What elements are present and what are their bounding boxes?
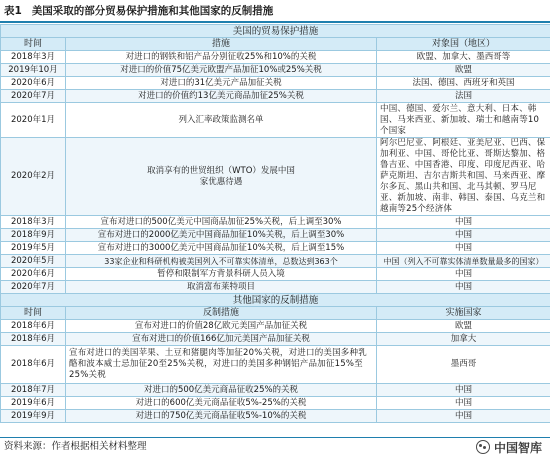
source-note: 资料来源：作者根据相关材料整理 (4, 441, 147, 452)
row-time: 2020年6月 (1, 268, 66, 281)
column-header-time: 时间 (1, 307, 66, 320)
table-row (1, 397, 550, 410)
table-row (1, 229, 550, 242)
section-header-us (1, 25, 550, 38)
table-row (1, 90, 550, 103)
row-measure: 宣布对进口的价值28亿欧元美国产品加征关税 (66, 320, 377, 333)
table-title: 美国采取的部分贸易保护措施和其他国家的反制措施 (31, 5, 274, 17)
row-measure: 对进口的500亿美元商品征收25%的关税 (66, 384, 377, 397)
row-measure: 对进口的价值75亿美元欧盟产品加征10%或25%关税 (66, 64, 377, 77)
row-time: 2019年5月 (1, 242, 66, 255)
row-time: 2018年3月 (1, 216, 66, 229)
row-target: 中国 (377, 281, 550, 294)
row-measure: 宣布对进口的价值166亿加元美国产品加征关税 (66, 333, 377, 346)
row-target: 中国 (377, 229, 550, 242)
row-measure: 宣布对进口的美国苹果、土豆和猪腿肉等加征20%关税，对进口的美国多种乳酪和波本威士忌加征20至25%关税，对进口的美国多种钢铝产品加征15%至25%关税 (66, 346, 377, 384)
row-target: 阿尔巴尼亚、阿根廷、亚美尼亚、巴西、保加利亚、中国、哥伦比亚、哥斯达黎加、格鲁吉亚、中国香港、印度、印度尼西亚、哈萨克斯坦、吉尔吉斯共和国、马来西亚、摩尔多瓦、黑山共和国、北马其顿、罗马尼亚、新加坡、南非、韩国、泰国、乌克兰和越南等25个经济体 (377, 138, 550, 216)
column-header-measure: 反制措施 (66, 307, 377, 320)
column-header-time: 时间 (1, 38, 66, 51)
table-row (1, 384, 550, 397)
row-time: 2018年6月 (1, 320, 66, 333)
row-target: 中国（列入不可靠实体清单数量最多的国家） (377, 255, 550, 268)
row-measure: 33家企业和科研机构被美国列入不可靠实体清单，总数达到363个 (66, 255, 377, 268)
row-target: 中国 (377, 397, 550, 410)
row-target: 欧盟 (377, 64, 550, 77)
row-target: 中国、德国、爱尔兰、意大利、日本、韩国、马来西亚、新加坡、瑞士和越南等10个国家 (377, 103, 550, 138)
column-header-target: 对象国（地区） (377, 38, 550, 51)
row-target: 中国 (377, 384, 550, 397)
table-row (1, 103, 550, 138)
section-title: 其他国家的反制措施 (1, 294, 550, 307)
table-row (1, 268, 550, 281)
row-time: 2018年6月 (1, 333, 66, 346)
row-measure: 列入汇率政策监测名单 (66, 103, 377, 138)
row-target: 欧盟、加拿大、墨西哥等 (377, 51, 550, 64)
row-target: 中国 (377, 242, 550, 255)
row-measure: 对进口的750亿美元商品征收5%-10%的关税 (66, 410, 377, 423)
table-row (1, 77, 550, 90)
row-target: 法国 (377, 90, 550, 103)
watermark (476, 437, 542, 457)
row-time: 2020年1月 (1, 103, 66, 138)
row-time: 2020年6月 (1, 77, 66, 90)
row-time: 2018年3月 (1, 51, 66, 64)
row-time: 2019年9月 (1, 410, 66, 423)
row-time: 2020年7月 (1, 281, 66, 294)
row-time: 2019年6月 (1, 397, 66, 410)
row-target: 中国 (377, 216, 550, 229)
row-measure: 对进口的600亿美元商品征收5%-25%的关税 (66, 397, 377, 410)
table-row (1, 64, 550, 77)
column-header-target: 实施国家 (377, 307, 550, 320)
trade-measures-table (0, 24, 550, 423)
table-row (1, 410, 550, 423)
row-measure: 对进口的价值约13亿美元商品加征25%关税 (66, 90, 377, 103)
table-number: 表1 (4, 5, 22, 17)
table-bottom-rule (0, 437, 550, 438)
table-row (1, 281, 550, 294)
column-header-measure: 措施 (66, 38, 377, 51)
row-time: 2020年5月 (1, 255, 66, 268)
row-target: 欧盟 (377, 320, 550, 333)
table-row (1, 346, 550, 384)
row-time: 2018年7月 (1, 384, 66, 397)
table-caption (4, 3, 273, 19)
row-measure: 宣布对进口的500亿美元中国商品加征25%关税，后上调至30% (66, 216, 377, 229)
table-row (1, 255, 550, 268)
row-target: 墨西哥 (377, 346, 550, 384)
row-measure: 对进口的钢铁和铝产品分别征收25%和10%的关税 (66, 51, 377, 64)
table-row (1, 138, 550, 216)
table-row (1, 51, 550, 64)
column-header-row (1, 38, 550, 51)
row-time: 2019年10月 (1, 64, 66, 77)
table-row (1, 333, 550, 346)
wechat-icon (476, 440, 490, 454)
row-measure: 宣布对进口的2000亿美元中国商品加征10%关税，后上调至30% (66, 229, 377, 242)
row-measure: 宣布对进口的3000亿美元中国商品加征10%关税，后上调至15% (66, 242, 377, 255)
section-header-countermeasures (1, 294, 550, 307)
column-header-row (1, 307, 550, 320)
table-row (1, 242, 550, 255)
table-row (1, 320, 550, 333)
row-measure: 对进口的31亿美元产品加征关税 (66, 77, 377, 90)
row-time: 2020年2月 (1, 138, 66, 216)
row-time: 2020年7月 (1, 90, 66, 103)
row-measure: 取消享有的世贸组织（WTO）发展中国家优惠待遇 (66, 138, 377, 216)
caption-rule (0, 21, 550, 23)
row-target: 加拿大 (377, 333, 550, 346)
row-target: 法国、德国、西班牙和英国 (377, 77, 550, 90)
table-row (1, 216, 550, 229)
row-measure: 暂停和限制军方背景科研人员入境 (66, 268, 377, 281)
row-time: 2018年6月 (1, 346, 66, 384)
row-measure: 取消富布莱特项目 (66, 281, 377, 294)
watermark-text: 中国智库 (493, 440, 542, 455)
row-target: 中国 (377, 268, 550, 281)
section-title: 美国的贸易保护措施 (1, 25, 550, 38)
row-time: 2018年9月 (1, 229, 66, 242)
row-target: 中国 (377, 410, 550, 423)
